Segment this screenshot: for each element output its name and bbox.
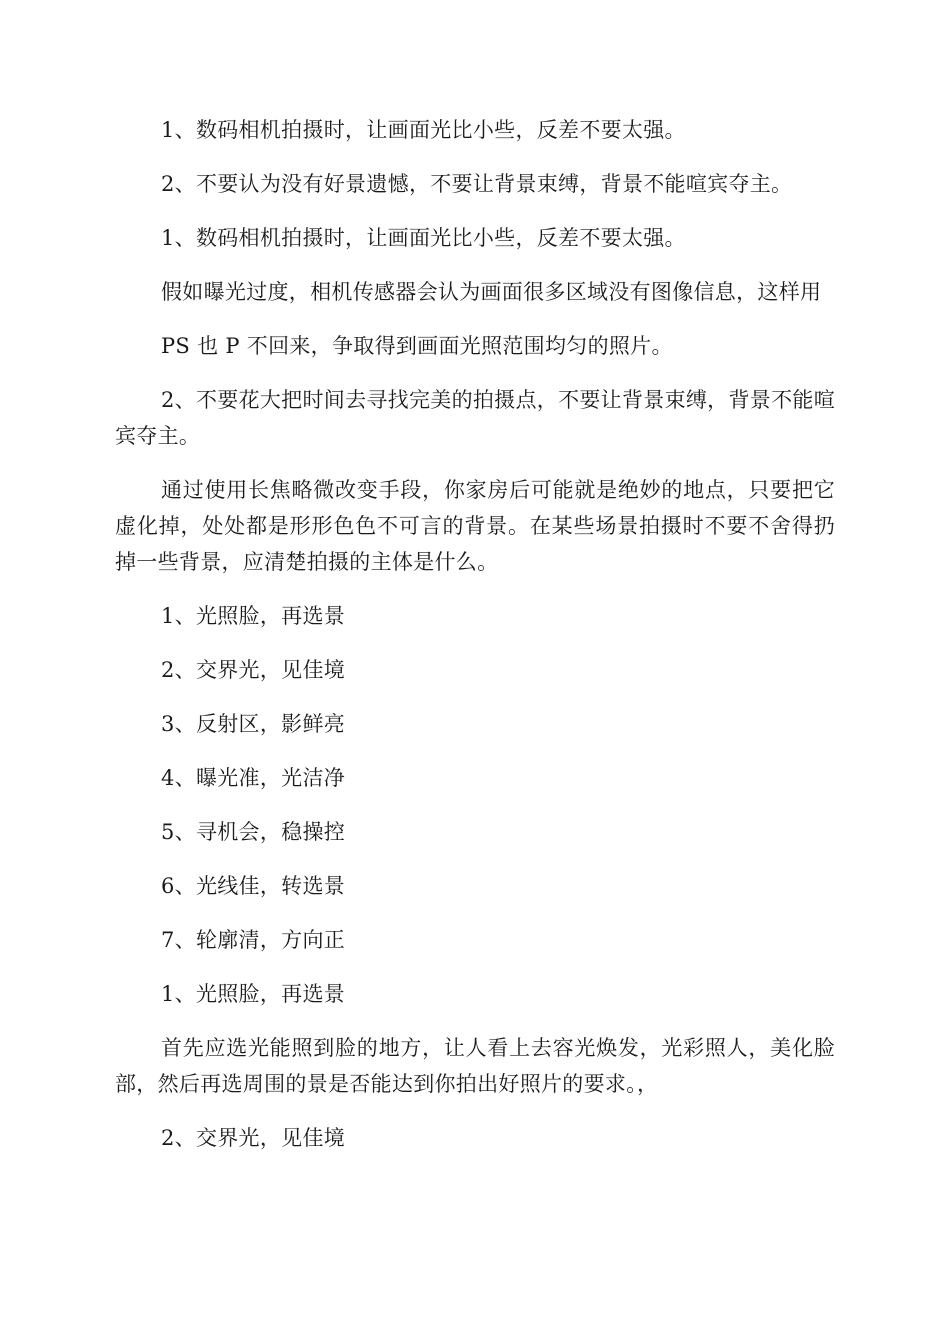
paragraph: 首先应选光能照到脸的地方，让人看上去容光焕发，光彩照人，美化脸部，然后再选周围的景是否能达到你拍出好照片的要求。， bbox=[115, 1036, 835, 1096]
paragraph: 假如曝光过度，相机传感器会认为画面很多区域没有图像信息，这样用 bbox=[161, 280, 822, 304]
section-heading: 2、交界光，见佳境 bbox=[161, 1126, 346, 1150]
list-item: 5、寻机会，稳操控 bbox=[161, 820, 346, 844]
paragraph: 1、数码相机拍摄时，让画面光比小些，反差不要太强。 bbox=[161, 226, 686, 250]
section-heading: 1、光照脸，再选景 bbox=[161, 982, 346, 1006]
list-item: 3、反射区，影鲜亮 bbox=[161, 712, 346, 736]
paragraph: 通过使用长焦略微改变手段，你家房后可能就是绝妙的地点，只要把它虚化掉，处处都是形形色色不可言的背景。在某些场景拍摄时不要不舍得扔掉一些背景，应清楚拍摄的主体是什么。 bbox=[115, 478, 835, 574]
paragraph: 2、不要认为没有好景遗憾，不要让背景束缚，背景不能喧宾夺主。 bbox=[161, 172, 793, 196]
list-item: 4、曝光准，光洁净 bbox=[161, 766, 346, 790]
document-body bbox=[115, 112, 835, 1174]
list-item: 1、光照脸，再选景 bbox=[161, 604, 346, 628]
list-item: 2、交界光，见佳境 bbox=[161, 658, 346, 682]
paragraph: PS 也 P 不回来，争取得到画面光照范围均匀的照片。 bbox=[161, 334, 673, 358]
list-item: 7、轮廓清，方向正 bbox=[161, 928, 346, 952]
paragraph: 2、不要花大把时间去寻找完美的拍摄点，不要让背景束缚，背景不能喧宾夺主。 bbox=[115, 388, 835, 448]
paragraph: 1、数码相机拍摄时，让画面光比小些，反差不要太强。 bbox=[161, 118, 686, 142]
list-item: 6、光线佳，转选景 bbox=[161, 874, 346, 898]
